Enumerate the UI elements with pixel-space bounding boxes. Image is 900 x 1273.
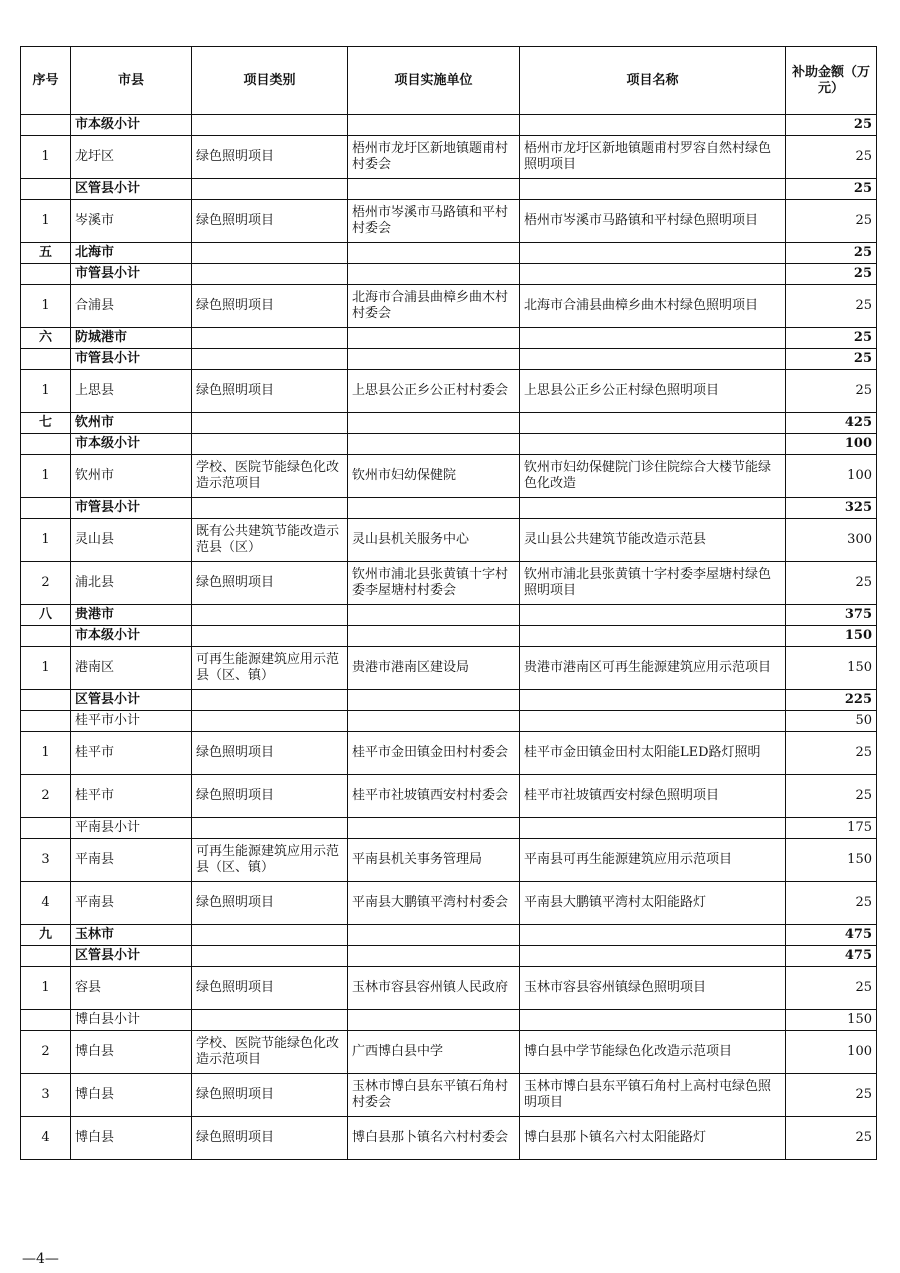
cell-project — [520, 115, 786, 136]
table-row — [21, 370, 877, 413]
cell-amount: 25 — [786, 328, 877, 349]
cell-unit: 广西博白县中学 — [348, 1031, 520, 1074]
header-row — [21, 47, 877, 115]
cell-county: 合浦县 — [71, 285, 192, 328]
cell-amount: 25 — [786, 1117, 877, 1160]
cell-county: 市本级小计 — [71, 434, 192, 455]
cell-project — [520, 328, 786, 349]
cell-category: 绿色照明项目 — [192, 775, 348, 818]
cell-amount: 25 — [786, 115, 877, 136]
cell-unit: 玉林市博白县东平镇石角村村委会 — [348, 1074, 520, 1117]
cell-project: 平南县可再生能源建筑应用示范项目 — [520, 839, 786, 882]
cell-seq: 4 — [21, 882, 71, 925]
cell-unit — [348, 349, 520, 370]
table-row — [21, 1031, 877, 1074]
cell-county: 博白县小计 — [71, 1010, 192, 1031]
cell-project — [520, 498, 786, 519]
cell-unit — [348, 690, 520, 711]
cell-seq: 4 — [21, 1117, 71, 1160]
cell-unit — [348, 179, 520, 200]
cell-unit: 钦州市妇幼保健院 — [348, 455, 520, 498]
cell-project: 桂平市金田镇金田村太阳能LED路灯照明 — [520, 732, 786, 775]
table-row — [21, 285, 877, 328]
subtotal-row — [21, 946, 877, 967]
subtotal-row — [21, 243, 877, 264]
header-unit: 项目实施单位 — [348, 47, 520, 115]
cell-project: 贵港市港南区可再生能源建筑应用示范项目 — [520, 647, 786, 690]
page-number: —4— — [22, 1251, 59, 1267]
cell-project — [520, 925, 786, 946]
cell-county: 桂平市小计 — [71, 711, 192, 732]
cell-seq: 2 — [21, 775, 71, 818]
cell-county: 贵港市 — [71, 605, 192, 626]
cell-category: 绿色照明项目 — [192, 882, 348, 925]
cell-seq — [21, 434, 71, 455]
cell-seq: 2 — [21, 562, 71, 605]
cell-unit: 梧州市岑溪市马路镇和平村村委会 — [348, 200, 520, 243]
cell-category — [192, 946, 348, 967]
cell-category — [192, 690, 348, 711]
cell-unit — [348, 605, 520, 626]
header-project: 项目名称 — [520, 47, 786, 115]
cell-amount: 25 — [786, 136, 877, 179]
cell-amount: 25 — [786, 285, 877, 328]
cell-amount: 25 — [786, 200, 877, 243]
cell-project — [520, 690, 786, 711]
header-category: 项目类别 — [192, 47, 348, 115]
cell-unit: 博白县那卜镇名六村村委会 — [348, 1117, 520, 1160]
cell-project: 博白县中学节能绿色化改造示范项目 — [520, 1031, 786, 1074]
table-row — [21, 562, 877, 605]
cell-unit — [348, 1010, 520, 1031]
cell-county: 桂平市 — [71, 732, 192, 775]
cell-category — [192, 498, 348, 519]
cell-project — [520, 1010, 786, 1031]
cell-seq: 3 — [21, 1074, 71, 1117]
cell-amount: 25 — [786, 349, 877, 370]
subtotal-row — [21, 711, 877, 732]
cell-seq: 九 — [21, 925, 71, 946]
cell-amount: 25 — [786, 1074, 877, 1117]
cell-project: 玉林市容县容州镇绿色照明项目 — [520, 967, 786, 1010]
cell-seq: 3 — [21, 839, 71, 882]
cell-project — [520, 179, 786, 200]
cell-seq: 七 — [21, 413, 71, 434]
cell-amount: 25 — [786, 370, 877, 413]
cell-amount: 225 — [786, 690, 877, 711]
cell-project — [520, 605, 786, 626]
subtotal-row — [21, 925, 877, 946]
cell-seq — [21, 264, 71, 285]
cell-county: 防城港市 — [71, 328, 192, 349]
cell-category: 绿色照明项目 — [192, 136, 348, 179]
cell-category — [192, 711, 348, 732]
cell-project — [520, 264, 786, 285]
header-county: 市县 — [71, 47, 192, 115]
header-seq: 序号 — [21, 47, 71, 115]
cell-project: 桂平市社坡镇西安村绿色照明项目 — [520, 775, 786, 818]
cell-amount: 150 — [786, 839, 877, 882]
subtotal-row — [21, 1010, 877, 1031]
cell-seq: 1 — [21, 136, 71, 179]
cell-amount: 475 — [786, 946, 877, 967]
table-row — [21, 882, 877, 925]
cell-unit: 桂平市社坡镇西安村村委会 — [348, 775, 520, 818]
cell-project: 灵山县公共建筑节能改造示范县 — [520, 519, 786, 562]
cell-category — [192, 115, 348, 136]
table-row — [21, 136, 877, 179]
cell-county: 岑溪市 — [71, 200, 192, 243]
cell-category: 绿色照明项目 — [192, 1117, 348, 1160]
cell-county: 平南县 — [71, 839, 192, 882]
cell-amount: 25 — [786, 732, 877, 775]
cell-county: 钦州市 — [71, 455, 192, 498]
cell-amount: 25 — [786, 562, 877, 605]
cell-unit — [348, 413, 520, 434]
subtotal-row — [21, 605, 877, 626]
cell-seq — [21, 179, 71, 200]
cell-category: 绿色照明项目 — [192, 370, 348, 413]
cell-unit: 玉林市容县容州镇人民政府 — [348, 967, 520, 1010]
cell-unit — [348, 711, 520, 732]
cell-seq: 1 — [21, 285, 71, 328]
cell-project — [520, 413, 786, 434]
cell-unit: 北海市合浦县曲樟乡曲木村村委会 — [348, 285, 520, 328]
cell-seq: 1 — [21, 200, 71, 243]
cell-unit: 梧州市龙圩区新地镇题甫村村委会 — [348, 136, 520, 179]
table-row — [21, 967, 877, 1010]
cell-county: 区管县小计 — [71, 946, 192, 967]
cell-amount: 150 — [786, 626, 877, 647]
cell-county: 市管县小计 — [71, 264, 192, 285]
cell-project — [520, 243, 786, 264]
table-row — [21, 1074, 877, 1117]
cell-category — [192, 328, 348, 349]
cell-county: 北海市 — [71, 243, 192, 264]
cell-unit — [348, 626, 520, 647]
cell-county: 区管县小计 — [71, 179, 192, 200]
cell-amount: 425 — [786, 413, 877, 434]
cell-seq: 1 — [21, 732, 71, 775]
cell-seq: 1 — [21, 519, 71, 562]
table-row — [21, 200, 877, 243]
table-row — [21, 647, 877, 690]
cell-seq — [21, 1010, 71, 1031]
cell-amount: 100 — [786, 455, 877, 498]
cell-county: 上思县 — [71, 370, 192, 413]
cell-category: 绿色照明项目 — [192, 200, 348, 243]
cell-category: 绿色照明项目 — [192, 285, 348, 328]
cell-seq: 2 — [21, 1031, 71, 1074]
cell-amount: 375 — [786, 605, 877, 626]
cell-seq — [21, 711, 71, 732]
subtotal-row — [21, 434, 877, 455]
cell-project: 上思县公正乡公正村绿色照明项目 — [520, 370, 786, 413]
cell-project — [520, 711, 786, 732]
cell-unit — [348, 264, 520, 285]
cell-category: 绿色照明项目 — [192, 732, 348, 775]
cell-county: 平南县 — [71, 882, 192, 925]
cell-county: 市管县小计 — [71, 349, 192, 370]
cell-county: 钦州市 — [71, 413, 192, 434]
cell-unit — [348, 328, 520, 349]
cell-county: 港南区 — [71, 647, 192, 690]
cell-county: 市管县小计 — [71, 498, 192, 519]
cell-project — [520, 818, 786, 839]
cell-category — [192, 626, 348, 647]
subtotal-row — [21, 818, 877, 839]
cell-county: 市本级小计 — [71, 626, 192, 647]
cell-amount: 100 — [786, 1031, 877, 1074]
cell-unit: 桂平市金田镇金田村村委会 — [348, 732, 520, 775]
table-row — [21, 1117, 877, 1160]
cell-unit — [348, 434, 520, 455]
cell-category — [192, 413, 348, 434]
cell-seq — [21, 115, 71, 136]
subtotal-row — [21, 179, 877, 200]
cell-project — [520, 946, 786, 967]
cell-unit: 上思县公正乡公正村村委会 — [348, 370, 520, 413]
cell-project: 平南县大鹏镇平湾村太阳能路灯 — [520, 882, 786, 925]
cell-amount: 300 — [786, 519, 877, 562]
cell-county: 博白县 — [71, 1031, 192, 1074]
cell-category — [192, 434, 348, 455]
cell-county: 龙圩区 — [71, 136, 192, 179]
cell-seq: 八 — [21, 605, 71, 626]
table-row — [21, 732, 877, 775]
subtotal-row — [21, 498, 877, 519]
cell-category: 绿色照明项目 — [192, 967, 348, 1010]
cell-unit — [348, 925, 520, 946]
cell-category — [192, 243, 348, 264]
cell-project: 钦州市妇幼保健院门诊住院综合大楼节能绿色化改造 — [520, 455, 786, 498]
table-row — [21, 839, 877, 882]
cell-category: 既有公共建筑节能改造示范县（区） — [192, 519, 348, 562]
cell-amount: 150 — [786, 1010, 877, 1031]
cell-amount: 175 — [786, 818, 877, 839]
cell-county: 区管县小计 — [71, 690, 192, 711]
cell-amount: 25 — [786, 179, 877, 200]
cell-seq: 五 — [21, 243, 71, 264]
table-row — [21, 775, 877, 818]
cell-category: 可再生能源建筑应用示范县（区、镇） — [192, 839, 348, 882]
cell-category — [192, 818, 348, 839]
cell-seq — [21, 626, 71, 647]
cell-seq — [21, 498, 71, 519]
subtotal-row — [21, 115, 877, 136]
cell-amount: 150 — [786, 647, 877, 690]
cell-unit: 灵山县机关服务中心 — [348, 519, 520, 562]
subtotal-row — [21, 328, 877, 349]
cell-amount: 25 — [786, 264, 877, 285]
cell-amount: 50 — [786, 711, 877, 732]
cell-county: 容县 — [71, 967, 192, 1010]
cell-seq — [21, 690, 71, 711]
cell-unit — [348, 498, 520, 519]
cell-county: 平南县小计 — [71, 818, 192, 839]
cell-category — [192, 605, 348, 626]
cell-amount: 25 — [786, 882, 877, 925]
cell-amount: 25 — [786, 243, 877, 264]
cell-project: 玉林市博白县东平镇石角村上高村屯绿色照明项目 — [520, 1074, 786, 1117]
cell-seq: 1 — [21, 647, 71, 690]
cell-unit — [348, 115, 520, 136]
subtotal-row — [21, 413, 877, 434]
subtotal-row — [21, 264, 877, 285]
cell-category: 绿色照明项目 — [192, 562, 348, 605]
header-amount: 补助金额（万元） — [786, 47, 877, 115]
cell-amount: 475 — [786, 925, 877, 946]
cell-amount: 100 — [786, 434, 877, 455]
cell-seq — [21, 818, 71, 839]
cell-seq: 1 — [21, 370, 71, 413]
subtotal-row — [21, 690, 877, 711]
cell-county: 博白县 — [71, 1117, 192, 1160]
cell-category — [192, 179, 348, 200]
cell-project: 钦州市浦北县张黄镇十字村委李屋塘村绿色照明项目 — [520, 562, 786, 605]
cell-seq — [21, 349, 71, 370]
cell-unit: 钦州市浦北县张黄镇十字村委李屋塘村村委会 — [348, 562, 520, 605]
cell-category: 学校、医院节能绿色化改造示范项目 — [192, 1031, 348, 1074]
cell-unit: 贵港市港南区建设局 — [348, 647, 520, 690]
table-row — [21, 455, 877, 498]
subsidy-table — [20, 46, 877, 1160]
cell-category: 学校、医院节能绿色化改造示范项目 — [192, 455, 348, 498]
cell-seq: 1 — [21, 967, 71, 1010]
cell-county: 灵山县 — [71, 519, 192, 562]
cell-unit: 平南县机关事务管理局 — [348, 839, 520, 882]
table-body — [21, 115, 877, 1160]
cell-project: 北海市合浦县曲樟乡曲木村绿色照明项目 — [520, 285, 786, 328]
cell-category — [192, 264, 348, 285]
cell-seq: 六 — [21, 328, 71, 349]
cell-category: 可再生能源建筑应用示范县（区、镇） — [192, 647, 348, 690]
subtotal-row — [21, 626, 877, 647]
cell-county: 市本级小计 — [71, 115, 192, 136]
cell-seq: 1 — [21, 455, 71, 498]
cell-category — [192, 925, 348, 946]
cell-category — [192, 349, 348, 370]
cell-project — [520, 626, 786, 647]
cell-seq — [21, 946, 71, 967]
cell-project — [520, 434, 786, 455]
cell-county: 玉林市 — [71, 925, 192, 946]
cell-amount: 25 — [786, 775, 877, 818]
cell-unit: 平南县大鹏镇平湾村村委会 — [348, 882, 520, 925]
cell-amount: 325 — [786, 498, 877, 519]
cell-unit — [348, 946, 520, 967]
cell-county: 博白县 — [71, 1074, 192, 1117]
table-row — [21, 519, 877, 562]
subtotal-row — [21, 349, 877, 370]
cell-category — [192, 1010, 348, 1031]
cell-project: 梧州市龙圩区新地镇题甫村罗容自然村绿色照明项目 — [520, 136, 786, 179]
cell-unit — [348, 243, 520, 264]
cell-amount: 25 — [786, 967, 877, 1010]
cell-project: 梧州市岑溪市马路镇和平村绿色照明项目 — [520, 200, 786, 243]
cell-county: 桂平市 — [71, 775, 192, 818]
cell-project: 博白县那卜镇名六村太阳能路灯 — [520, 1117, 786, 1160]
cell-category: 绿色照明项目 — [192, 1074, 348, 1117]
cell-county: 浦北县 — [71, 562, 192, 605]
cell-unit — [348, 818, 520, 839]
cell-project — [520, 349, 786, 370]
